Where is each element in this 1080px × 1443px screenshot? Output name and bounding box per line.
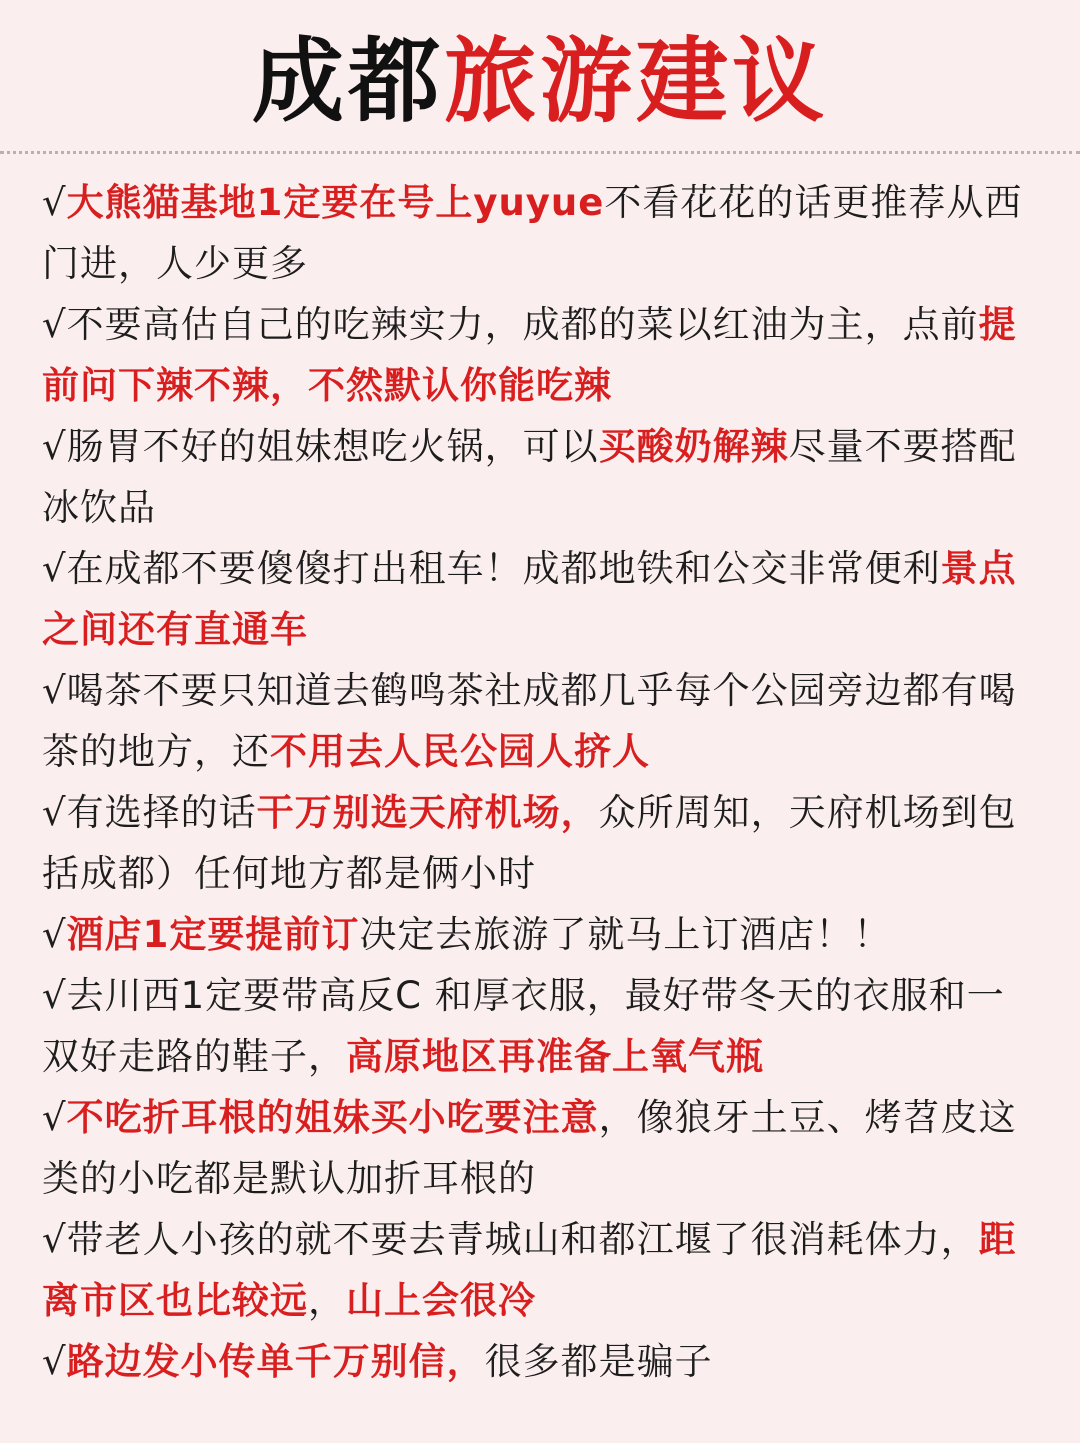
tip-highlight-text: 路边发小传单千万别信， <box>66 1340 485 1383</box>
tip-item <box>42 660 1042 782</box>
checkmark-icon: √ <box>42 181 67 224</box>
tips-list <box>42 172 1042 1392</box>
tip-highlight-text: 提前问下辣不辣，不然默认你能吃辣 <box>42 303 1017 407</box>
tip-text: 在成都不要傻傻打出租车！成都地铁和公交非常便利 <box>66 547 941 590</box>
tip-highlight-text: 买酸奶解辣 <box>598 425 789 468</box>
tip-text: 喝茶不要只知道去鹤鸣茶社成都几乎每个公园旁边都有喝茶的地方，还 <box>42 669 1017 773</box>
checkmark-icon: √ <box>42 974 67 1017</box>
tip-item <box>42 1087 1042 1209</box>
tip-item <box>42 172 1042 294</box>
page-title <box>0 22 1080 142</box>
tip-highlight-text: 不吃折耳根的姐妹买小吃要注意 <box>66 1096 599 1139</box>
checkmark-icon: √ <box>42 669 67 712</box>
tip-item <box>42 538 1042 660</box>
tip-item <box>42 782 1042 904</box>
tip-text: ， <box>308 1279 346 1322</box>
title-divider <box>0 151 1080 154</box>
tip-text: 尽量不要搭配冰饮品 <box>42 425 1017 529</box>
tip-highlight-text: 山上会很冷 <box>346 1279 536 1322</box>
tip-text: 不要高估自己的吃辣实力，成都的菜以红油为主，点前 <box>66 303 979 346</box>
checkmark-icon: √ <box>42 1096 67 1139</box>
tip-text: 不看花花的话更推荐从西门进，人少更多 <box>42 181 1023 285</box>
tip-text: 很多都是骗子 <box>484 1340 713 1383</box>
tip-item <box>42 416 1042 538</box>
tip-text: ，像狼牙土豆、烤苕皮这类的小吃都是默认加折耳根的 <box>42 1096 1017 1200</box>
tip-highlight-text: 大熊猫基地1定要在号上yuyue <box>66 181 605 224</box>
tip-text: 众所周知，天府机场到包括成都）任何地方都是俩小时 <box>42 791 1017 895</box>
checkmark-icon: √ <box>42 303 67 346</box>
tip-text: 带老人小孩的就不要去青城山和都江堰了很消耗体力， <box>66 1218 979 1261</box>
tip-text: 肠胃不好的姐妹想吃火锅，可以 <box>66 425 599 468</box>
tip-highlight-text: 距离市区也比较远 <box>42 1218 1017 1322</box>
title-part-topic: 旅游建议 <box>444 28 829 135</box>
tip-item <box>42 904 1042 965</box>
checkmark-icon: √ <box>42 791 67 834</box>
tip-item <box>42 1331 1042 1392</box>
checkmark-icon: √ <box>42 913 67 956</box>
tip-item <box>42 294 1042 416</box>
checkmark-icon: √ <box>42 1340 67 1383</box>
checkmark-icon: √ <box>42 1218 67 1261</box>
checkmark-icon: √ <box>42 425 67 468</box>
tip-item <box>42 1209 1042 1331</box>
tip-text: 决定去旅游了就马上订酒店！！ <box>359 913 892 956</box>
tip-highlight-text: 高原地区再准备上氧气瓶 <box>346 1035 764 1078</box>
tip-highlight-text: 干万别选天府机场， <box>256 791 599 834</box>
tip-item <box>42 965 1042 1087</box>
tip-highlight-text: 景点之间还有直通车 <box>42 547 1017 651</box>
checkmark-icon: √ <box>42 547 67 590</box>
title-part-city: 成都 <box>251 28 444 135</box>
tip-highlight-text: 酒店1定要提前订 <box>66 913 360 956</box>
tip-text: 有选择的话 <box>66 791 257 834</box>
tip-highlight-text: 不用去人民公园人挤人 <box>270 730 650 773</box>
tip-text: 去川西1定要带高反C 和厚衣服，最好带冬天的衣服和一双好走路的鞋子， <box>42 974 1005 1078</box>
